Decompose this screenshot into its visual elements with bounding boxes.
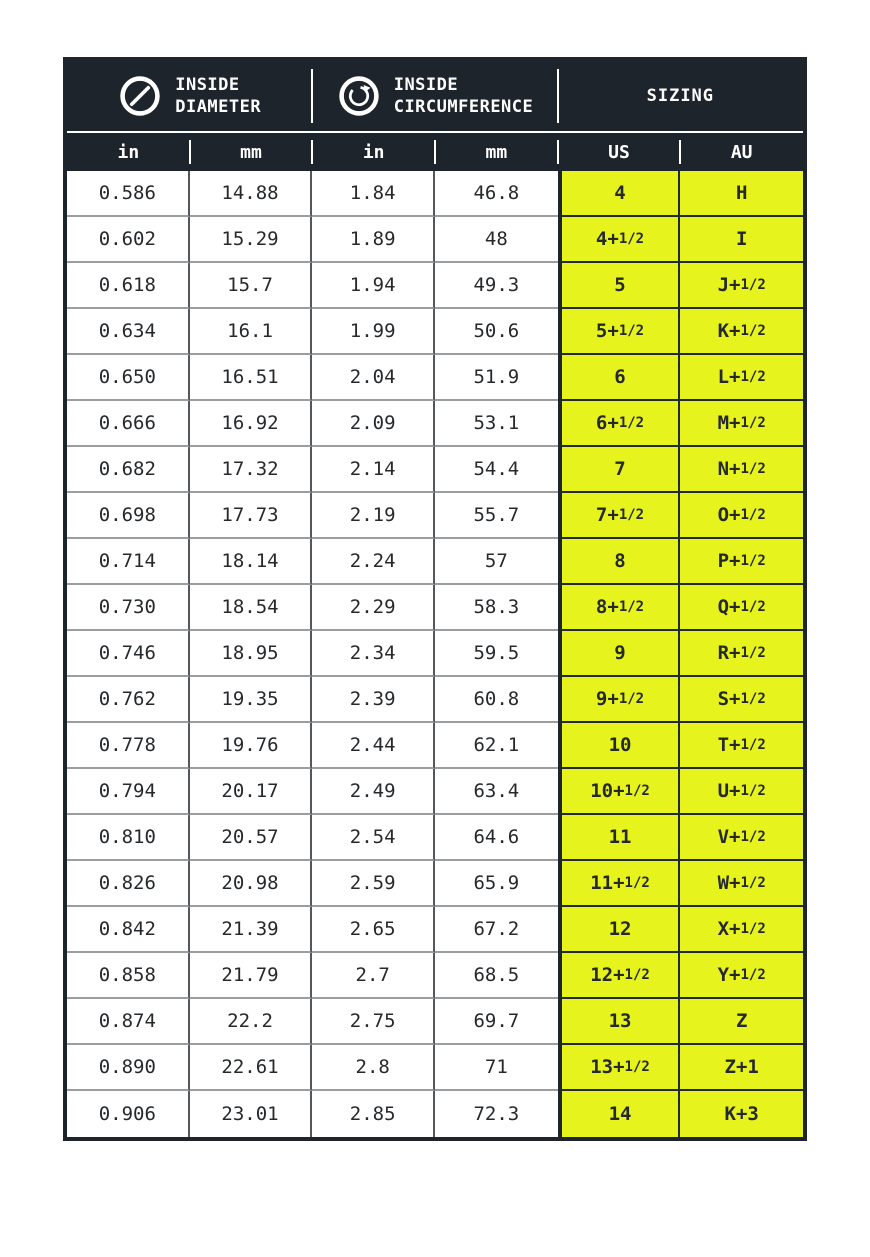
header-inside-circumference (312, 74, 557, 118)
inside-diameter-in: 0.602 (67, 217, 190, 263)
inside-circumference-in: 1.89 (312, 217, 435, 263)
table-row (67, 493, 803, 539)
us-size: 10 (558, 723, 681, 769)
us-size: 4 (558, 171, 681, 217)
table-row (67, 171, 803, 217)
inside-circumference-in: 2.09 (312, 401, 435, 447)
inside-circumference-mm: 65.9 (435, 861, 558, 907)
us-size: 6+ 1/2 (558, 401, 681, 447)
inside-diameter-in: 0.842 (67, 907, 190, 953)
au-size: N+ 1/2 (680, 447, 803, 493)
column-header-au: AU (730, 141, 753, 163)
inside-diameter-mm: 18.95 (190, 631, 313, 677)
ring-size-chart (63, 57, 807, 1141)
inside-diameter-mm: 22.61 (190, 1045, 313, 1091)
table-row (67, 309, 803, 355)
inside-circumference-in: 1.94 (312, 263, 435, 309)
header-divider (311, 69, 313, 123)
us-size: 5+ 1/2 (558, 309, 681, 355)
inside-diameter-in: 0.810 (67, 815, 190, 861)
inside-circumference-mm: 46.8 (435, 171, 558, 217)
inside-diameter-mm: 15.29 (190, 217, 313, 263)
inside-diameter-in: 0.890 (67, 1045, 190, 1091)
inside-circumference-in: 2.14 (312, 447, 435, 493)
column-headers (67, 133, 803, 171)
inside-circumference-in: 2.7 (312, 953, 435, 999)
inside-circumference-mm: 54.4 (435, 447, 558, 493)
au-size: Y+ 1/2 (680, 953, 803, 999)
inside-circumference-mm: 60.8 (435, 677, 558, 723)
table-row (67, 677, 803, 723)
inside-circumference-mm: 67.2 (435, 907, 558, 953)
us-size: 10+ 1/2 (558, 769, 681, 815)
header-label-sizing: SIZING (646, 86, 715, 106)
inside-circumference-in: 2.04 (312, 355, 435, 401)
inside-diameter-in: 0.906 (67, 1091, 190, 1137)
table-row (67, 263, 803, 309)
au-size: I (680, 217, 803, 263)
table-body (67, 171, 803, 1137)
table-row (67, 999, 803, 1045)
inside-circumference-in: 2.34 (312, 631, 435, 677)
header-divider (557, 69, 559, 123)
inside-diameter-in: 0.666 (67, 401, 190, 447)
inside-diameter-mm: 15.7 (190, 263, 313, 309)
inside-circumference-mm: 69.7 (435, 999, 558, 1045)
inside-diameter-mm: 16.51 (190, 355, 313, 401)
header-inside-diameter (67, 74, 312, 118)
inside-circumference-in: 2.75 (312, 999, 435, 1045)
inside-circumference-mm: 55.7 (435, 493, 558, 539)
inside-diameter-mm: 19.76 (190, 723, 313, 769)
inside-diameter-mm: 16.92 (190, 401, 313, 447)
table-row (67, 953, 803, 999)
au-size: U+ 1/2 (680, 769, 803, 815)
inside-circumference-mm: 59.5 (435, 631, 558, 677)
inside-diameter-mm: 19.35 (190, 677, 313, 723)
us-size: 8+ 1/2 (558, 585, 681, 631)
table-row (67, 355, 803, 401)
inside-circumference-mm: 51.9 (435, 355, 558, 401)
us-size: 7 (558, 447, 681, 493)
inside-circumference-in: 2.65 (312, 907, 435, 953)
header-label-inside-circumference: INSIDE CIRCUMFERENCE (393, 74, 534, 117)
header-label-inside-diameter: INSIDE DIAMETER (175, 74, 262, 117)
us-size: 12+ 1/2 (558, 953, 681, 999)
au-size: Q+ 1/2 (680, 585, 803, 631)
inside-diameter-in: 0.586 (67, 171, 190, 217)
inside-diameter-in: 0.682 (67, 447, 190, 493)
column-header-circumference-in: in (312, 133, 435, 171)
inside-circumference-mm: 50.6 (435, 309, 558, 355)
inside-diameter-mm: 20.17 (190, 769, 313, 815)
inside-diameter-mm: 14.88 (190, 171, 313, 217)
table-row (67, 907, 803, 953)
inside-circumference-mm: 68.5 (435, 953, 558, 999)
inside-diameter-mm: 20.98 (190, 861, 313, 907)
au-size: O+ 1/2 (680, 493, 803, 539)
au-size: Z+1 (680, 1045, 803, 1091)
au-size: T+ 1/2 (680, 723, 803, 769)
inside-circumference-mm: 58.3 (435, 585, 558, 631)
us-size: 13+ 1/2 (558, 1045, 681, 1091)
au-size: W+ 1/2 (680, 861, 803, 907)
us-size: 11+ 1/2 (558, 861, 681, 907)
inside-diameter-in: 0.730 (67, 585, 190, 631)
circumference-icon (337, 74, 381, 118)
table-row (67, 447, 803, 493)
table-row (67, 1045, 803, 1091)
inside-diameter-in: 0.778 (67, 723, 190, 769)
table-row (67, 723, 803, 769)
inside-circumference-in: 2.44 (312, 723, 435, 769)
diameter-icon (118, 74, 162, 118)
inside-diameter-mm: 17.32 (190, 447, 313, 493)
us-size: 11 (558, 815, 681, 861)
us-size: 14 (558, 1091, 681, 1137)
inside-diameter-mm: 18.54 (190, 585, 313, 631)
inside-circumference-in: 2.19 (312, 493, 435, 539)
us-size: 7+ 1/2 (558, 493, 681, 539)
au-size: P+ 1/2 (680, 539, 803, 585)
inside-diameter-in: 0.714 (67, 539, 190, 585)
inside-diameter-in: 0.858 (67, 953, 190, 999)
us-size: 8 (558, 539, 681, 585)
inside-diameter-in: 0.746 (67, 631, 190, 677)
inside-diameter-mm: 20.57 (190, 815, 313, 861)
table-row (67, 217, 803, 263)
inside-circumference-mm: 48 (435, 217, 558, 263)
inside-diameter-mm: 16.1 (190, 309, 313, 355)
inside-circumference-in: 2.85 (312, 1091, 435, 1137)
au-size: J+ 1/2 (680, 263, 803, 309)
au-size: X+ 1/2 (680, 907, 803, 953)
inside-diameter-mm: 17.73 (190, 493, 313, 539)
inside-circumference-mm: 49.3 (435, 263, 558, 309)
header-sizing (558, 86, 803, 106)
inside-diameter-in: 0.634 (67, 309, 190, 355)
table-row (67, 401, 803, 447)
table-row (67, 1091, 803, 1137)
inside-diameter-in: 0.650 (67, 355, 190, 401)
inside-circumference-in: 2.59 (312, 861, 435, 907)
inside-circumference-in: 1.99 (312, 309, 435, 355)
inside-diameter-in: 0.826 (67, 861, 190, 907)
inside-diameter-mm: 22.2 (190, 999, 313, 1045)
au-size: H (680, 171, 803, 217)
inside-circumference-in: 1.84 (312, 171, 435, 217)
column-header-circumference-mm: mm (435, 133, 558, 171)
au-size: K+ 1/2 (680, 309, 803, 355)
inside-diameter-in: 0.874 (67, 999, 190, 1045)
au-size: M+ 1/2 (680, 401, 803, 447)
us-size: 9 (558, 631, 681, 677)
table-header (67, 61, 803, 131)
inside-circumference-mm: 57 (435, 539, 558, 585)
inside-circumference-mm: 64.6 (435, 815, 558, 861)
us-size: 12 (558, 907, 681, 953)
table-row (67, 631, 803, 677)
us-size: 4+ 1/2 (558, 217, 681, 263)
inside-diameter-mm: 18.14 (190, 539, 313, 585)
inside-diameter-in: 0.794 (67, 769, 190, 815)
inside-circumference-in: 2.49 (312, 769, 435, 815)
inside-circumference-mm: 72.3 (435, 1091, 558, 1137)
inside-diameter-mm: 21.39 (190, 907, 313, 953)
column-header-diameter-in: in (67, 133, 190, 171)
us-size: 5 (558, 263, 681, 309)
inside-diameter-mm: 21.79 (190, 953, 313, 999)
column-header-diameter-mm: mm (190, 133, 313, 171)
inside-circumference-in: 2.39 (312, 677, 435, 723)
table-row (67, 769, 803, 815)
inside-circumference-in: 2.24 (312, 539, 435, 585)
us-size: 6 (558, 355, 681, 401)
au-size: K+3 (680, 1091, 803, 1137)
inside-circumference-mm: 53.1 (435, 401, 558, 447)
table-row (67, 861, 803, 907)
inside-circumference-mm: 63.4 (435, 769, 558, 815)
inside-circumference-in: 2.29 (312, 585, 435, 631)
us-size: 9+ 1/2 (558, 677, 681, 723)
column-header-us: US (558, 133, 681, 171)
inside-diameter-in: 0.618 (67, 263, 190, 309)
inside-circumference-mm: 71 (435, 1045, 558, 1091)
table-row (67, 539, 803, 585)
inside-circumference-in: 2.8 (312, 1045, 435, 1091)
au-size: R+ 1/2 (680, 631, 803, 677)
inside-diameter-mm: 23.01 (190, 1091, 313, 1137)
inside-diameter-in: 0.698 (67, 493, 190, 539)
table-row (67, 815, 803, 861)
au-size: Z (680, 999, 803, 1045)
au-size: S+ 1/2 (680, 677, 803, 723)
inside-circumference-mm: 62.1 (435, 723, 558, 769)
inside-circumference-in: 2.54 (312, 815, 435, 861)
us-size: 13 (558, 999, 681, 1045)
au-size: V+ 1/2 (680, 815, 803, 861)
inside-diameter-in: 0.762 (67, 677, 190, 723)
au-size: L+ 1/2 (680, 355, 803, 401)
table-row (67, 585, 803, 631)
